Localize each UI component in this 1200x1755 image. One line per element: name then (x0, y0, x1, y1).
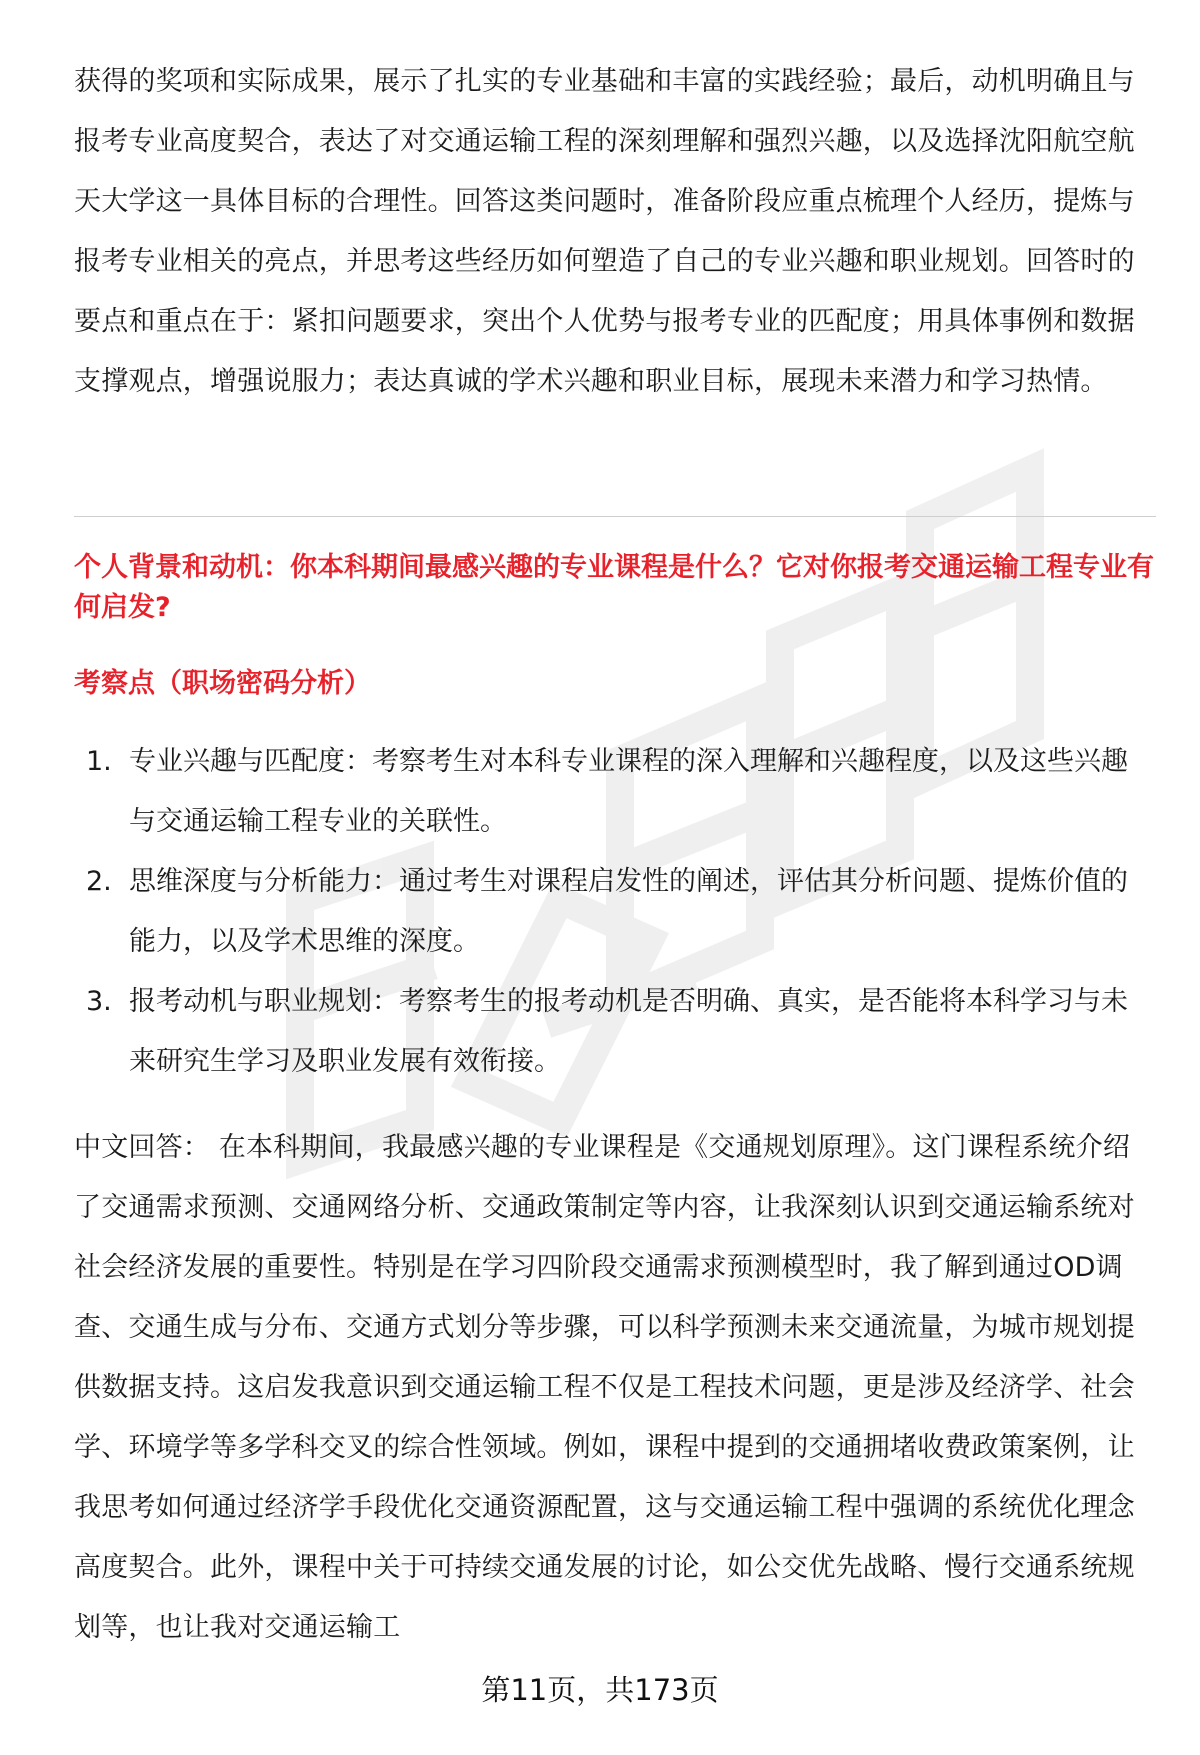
list-item-number: 2. (86, 866, 112, 897)
section-divider (74, 516, 1156, 517)
list-item-number: 3. (86, 986, 112, 1017)
assessment-subheading: 考察点（职场密码分析） (74, 668, 371, 699)
list-item-text: 专业兴趣与匹配度：考察考生对本科专业课程的深入理解和兴趣程度，以及这些兴趣与交通运输工程专业的关联性。 (129, 746, 1128, 837)
list-item-text: 思维深度与分析能力：通过考生对课程启发性的阐述，评估其分析问题、提炼价值的能力，以及学术思维的深度。 (129, 866, 1128, 957)
list-item (74, 852, 1154, 972)
page-number-footer: 第11页，共173页 (481, 1673, 719, 1707)
assessment-points-list (74, 732, 1154, 1092)
list-item (74, 732, 1154, 852)
list-item (74, 972, 1154, 1092)
list-item-text: 报考动机与职业规划：考察考生的报考动机是否明确、真实，是否能将本科学习与未来研究生学习及职业发展有效衔接。 (129, 986, 1128, 1077)
answer-paragraph: 中文回答： 在本科期间，我最感兴趣的专业课程是《交通规划原理》。这门课程系统介绍了交通需求预测、交通网络分析、交通政策制定等内容，让我深刻认识到交通运输系统对社会经济发展的重要性。特别是在学习四阶段交通需求预测模型时，我了解到通过OD调查、交通生成与分布、交通方式划分等步骤，可以科学预测未来交通流量，为城市规划提供数据支持。这启发我意识到交通运输工程不仅是工程技术问题，更是涉及经济学、社会学、环境学等多学科交叉的综合性领域。例如，课程中提到的交通拥堵收费政策案例，让我思考如何通过经济学手段优化交通资源配置，这与交通运输工程中强调的系统优化理念高度契合。此外，课程中关于可持续交通发展的讨论，如公交优先战略、慢行交通系统规划等，也让我对交通运输工 (74, 1132, 1135, 1643)
list-item-number: 1. (86, 746, 112, 777)
question-heading: 个人背景和动机：你本科期间最感兴趣的专业课程是什么？它对你报考交通运输工程专业有何启发? (74, 552, 1154, 623)
intro-paragraph: 获得的奖项和实际成果，展示了扎实的专业基础和丰富的实践经验；最后，动机明确且与报考专业高度契合，表达了对交通运输工程的深刻理解和强烈兴趣，以及选择沈阳航空航天大学这一具体目标的合理性。回答这类问题时，准备阶段应重点梳理个人经历，提炼与报考专业相关的亮点，并思考这些经历如何塑造了自己的专业兴趣和职业规划。回答时的要点和重点在于：紧扣问题要求，突出个人优势与报考专业的匹配度；用具体事例和数据支撑观点，增强说服力；表达真诚的学术兴趣和职业目标，展现未来潜力和学习热情。 (74, 66, 1135, 397)
